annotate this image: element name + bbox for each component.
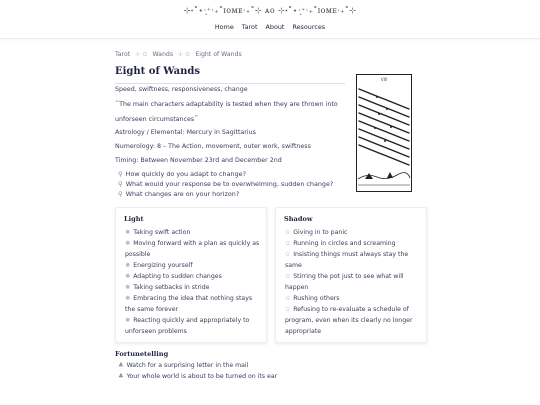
sun-icon: ✺ [125, 273, 131, 280]
list-item: ✩ Running in circles and screaming [285, 240, 396, 247]
sun-icon: ✺ [125, 229, 131, 236]
suit-icon: ♣ [118, 373, 124, 380]
tarot-card-image [356, 74, 412, 192]
nav-tarot[interactable]: Tarot [241, 23, 258, 31]
sun-icon: ✺ [125, 295, 131, 302]
breadcrumb-wands[interactable]: Wands [152, 51, 174, 58]
list-item: ✩ Rushing others [285, 295, 340, 302]
title-divider [115, 83, 345, 84]
pin-icon: ⚲ [118, 170, 123, 178]
list-item: ✺ Embracing the idea that nothing stays the same forever [125, 295, 253, 313]
main-nav [0, 23, 540, 31]
card-quote [115, 97, 347, 127]
light-list [125, 227, 263, 337]
shadow-title: Shadow [284, 215, 313, 223]
star-icon: ✩ [285, 273, 291, 280]
card-timing: Timing: Between November 23rd and December 2nd [115, 157, 282, 164]
question-item: ⚲ How quickly do you adapt to change? [118, 170, 246, 178]
list-item: ✩ Insisting things must always stay the same [285, 251, 409, 269]
fortunetelling-title: Fortunetelling [115, 350, 169, 358]
sun-icon: ✺ [125, 262, 131, 269]
site-header [0, 0, 540, 39]
shadow-panel [275, 207, 427, 343]
breadcrumb-separator: ⊹ ✩ [178, 51, 191, 58]
card-keywords: Speed, swiftness, responsiveness, change [115, 86, 248, 93]
open-quote-icon: “ [115, 99, 120, 108]
list-item: ♣ Your whole world is about to be turned on its ear [118, 373, 278, 380]
sun-icon: ✺ [125, 317, 131, 324]
sun-icon: ✺ [125, 240, 131, 247]
page-title: Eight of Wands [115, 66, 200, 77]
wands-illustration [357, 75, 411, 191]
light-panel [115, 207, 267, 343]
card-astrology: Astrology / Elemental: Mercury in Sagittarius [115, 129, 256, 136]
list-item: ✺ Reacting quickly and appropriately to unforseen problems [125, 317, 250, 335]
breadcrumb-separator: ⊹ ✩ [135, 51, 148, 58]
list-item: ♣ Watch for a surprising letter in the mail [118, 362, 249, 369]
close-quote-icon: ” [194, 114, 199, 123]
reflection-questions [118, 169, 333, 199]
light-title: Light [124, 215, 144, 223]
list-item: ✺ Taking swift action [125, 229, 191, 236]
fortunetelling-list [118, 360, 277, 382]
nav-home[interactable]: Home [214, 23, 234, 31]
list-item: ✺ Moving forward with a plan as quickly as possible [125, 240, 260, 258]
sun-icon: ✺ [125, 284, 131, 291]
star-icon: ✩ [285, 251, 291, 258]
list-item: ✩ Stirring the pot just to see what will happen [285, 273, 404, 291]
list-item: ✺ Taking setbacks in stride [125, 284, 210, 291]
question-item: ⚲ What changes are on your horizon? [118, 190, 240, 198]
card-numerology: Numerology: 8 – The Action, movement, outer work, swiftness [115, 143, 311, 150]
list-item: ✺ Adapting to sudden changes [125, 273, 222, 280]
star-icon: ✩ [285, 229, 291, 236]
card-quote-text: The main characters adaptability is tested when they are thrown into unforseen circumstances [115, 101, 338, 123]
nav-resources[interactable]: Resources [292, 23, 326, 31]
shadow-list [285, 227, 423, 337]
breadcrumb [115, 51, 242, 58]
card-number: VIII [380, 77, 388, 82]
breadcrumb-current: Eight of Wands [195, 51, 242, 58]
list-item: ✩ Giving in to panic [285, 229, 348, 236]
nav-about[interactable]: About [265, 23, 285, 31]
list-item: ✺ Energizing yourself [125, 262, 193, 269]
pin-icon: ⚲ [118, 180, 123, 188]
pin-icon: ⚲ [118, 190, 123, 198]
breadcrumb-tarot[interactable]: Tarot [115, 51, 131, 58]
star-icon: ✩ [285, 240, 291, 247]
site-logo[interactable]: ⊹˖˚⋆·͙⁺‧₊˚ɪᴏᴍᴇ‧₊˚⊹ ᴀᴏ ⊹˖˚⋆·͙⁺‧₊˚ɪᴏᴍᴇ‧₊˚⊹ [183, 6, 357, 15]
suit-icon: ♣ [118, 362, 124, 369]
question-item: ⚲ What would your response be to overwhelming, sudden change? [118, 180, 334, 188]
star-icon: ✩ [285, 306, 291, 313]
star-icon: ✩ [285, 295, 291, 302]
list-item: ✩ Refusing to re-evaluate a schedule of program, even when its clearly no longer appropriate [285, 306, 413, 335]
